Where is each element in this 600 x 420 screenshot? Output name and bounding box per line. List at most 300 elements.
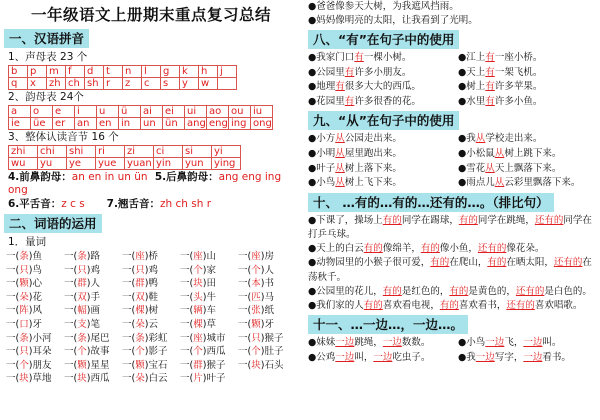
cong-text: 云彩里飘落下来。 — [504, 177, 581, 189]
zhengti-cell: ying — [212, 158, 241, 170]
measure-word-item — [64, 291, 122, 305]
measure-word: 双 — [77, 291, 87, 303]
measure-noun: )草地 — [28, 373, 52, 385]
qianbi-label: 4.前鼻韵母： — [8, 171, 72, 183]
measure-noun: )牙 — [28, 318, 42, 330]
zhengti-cell: shi — [67, 146, 96, 158]
measure-prefix: 一( — [6, 332, 20, 344]
cong-text: 天上飘落下来。 — [494, 162, 562, 174]
yibian-sentence — [308, 336, 458, 351]
measure-noun: )小河 — [28, 332, 52, 344]
houbi-label: 5.后鼻韵母： — [154, 171, 219, 183]
page-title: 一年级语文上册期末重点复习总结 — [30, 6, 271, 24]
measure-word-item — [238, 277, 296, 291]
shengmu-table — [8, 65, 237, 90]
you-text: 许多苹果。 — [494, 81, 543, 93]
cong-text: 树上跳下来。 — [504, 147, 562, 159]
section-yibian-heading: 十一、…一边…，一边…。 — [308, 315, 468, 334]
you-sentence — [308, 66, 458, 81]
shengmu-cell: w — [199, 78, 218, 90]
measure-word-item — [6, 318, 64, 332]
you-text: ●花园里 — [308, 95, 345, 107]
cong-sentence — [458, 132, 598, 147]
you-text: ●公园里 — [308, 66, 345, 78]
youde-text: 在荡秋千。 — [308, 257, 592, 283]
measure-word-item — [122, 277, 180, 291]
measure-prefix: 一( — [180, 305, 194, 317]
shengmu-label: 1、声母表 23 个 — [8, 51, 88, 63]
cong-keyword: 从 — [475, 133, 486, 145]
measure-word: 个 — [19, 359, 29, 371]
measure-word: 只 — [19, 346, 29, 358]
shengmu-cell: j — [218, 66, 237, 78]
measure-word: 座 — [193, 251, 203, 262]
shengmu-cell: f — [66, 66, 85, 78]
youde-text: ●天上的白云 — [308, 243, 364, 255]
measure-word-item — [64, 359, 122, 373]
youde-text: 同学在打乒乓球。 — [308, 214, 592, 240]
measure-word: 颗 — [251, 318, 261, 330]
measure-word-item — [180, 359, 238, 373]
you-keyword: 有 — [344, 95, 355, 107]
measure-word-item — [6, 304, 64, 318]
measure-word-item — [6, 250, 64, 264]
shengmu-cell: b — [9, 66, 28, 78]
yunmu-cell: i — [75, 106, 97, 118]
measure-prefix: 一( — [6, 346, 20, 358]
measure-word-item — [180, 304, 238, 318]
measure-word: 块 — [193, 278, 203, 290]
yunmu-cell: a — [9, 106, 31, 118]
measure-prefix: 一( — [180, 373, 194, 385]
shengmu-row — [9, 78, 237, 90]
measure-noun: )牙 — [260, 318, 274, 330]
shengmu-cell: t — [104, 66, 123, 78]
you-sentence — [458, 80, 598, 95]
measure-word-item — [180, 345, 238, 359]
you-text: 一架飞机。 — [494, 66, 543, 78]
youde-keyword: 有的 — [363, 243, 383, 255]
measure-word-item — [238, 332, 296, 346]
shengmu-cell: ch — [66, 78, 85, 90]
yibian-keyword: 一边 — [335, 351, 355, 363]
measure-word-item — [64, 318, 122, 332]
yunmu-cell: un — [141, 118, 163, 130]
measure-word-item — [122, 372, 180, 386]
measure-word: 颗 — [77, 359, 87, 371]
she-yin-line — [8, 198, 302, 211]
measure-noun: )故事 — [86, 346, 110, 358]
youde-text: 同学在跳绳， — [477, 214, 535, 226]
measure-prefix: 一( — [122, 291, 136, 303]
zhengti-row — [9, 146, 241, 158]
cong-text: ●小方 — [308, 133, 336, 145]
measure-word-item — [238, 359, 296, 373]
youde-text: 喜欢看书， — [458, 299, 507, 311]
measure-prefix: 一( — [122, 251, 136, 262]
yunmu-cell: ou — [229, 106, 251, 118]
you-text: 一棵小树。 — [363, 52, 412, 63]
measure-prefix: 一( — [64, 305, 78, 317]
measure-word: 个 — [135, 346, 145, 358]
measure-noun: )马 — [260, 291, 274, 303]
measure-word: 张 — [251, 305, 261, 317]
zhengti-cell: yi — [212, 146, 241, 158]
measure-word: 匹 — [251, 291, 261, 303]
youde-text: 同学在踢球， — [401, 214, 459, 226]
measure-word-item — [64, 345, 122, 359]
measure-word: 座 — [251, 251, 261, 262]
measure-word-item — [238, 291, 296, 305]
measure-noun: )树 — [144, 305, 158, 317]
you-keyword: 有 — [485, 95, 495, 107]
measure-word-item — [122, 318, 180, 332]
measure-word: 颗 — [19, 278, 29, 290]
pingshe-label: 6.平舌音： — [8, 198, 62, 210]
yibian-sentence — [458, 351, 598, 366]
youde-keyword: 还有的 — [553, 257, 583, 269]
top-line: ●爸爸像参天大树，为我遮风挡雨。 — [308, 1, 459, 12]
measure-word-item — [122, 291, 180, 305]
yibian-keyword: 一边 — [475, 351, 495, 363]
measure-word-item — [238, 250, 296, 264]
measure-prefix: 一( — [6, 264, 20, 276]
you-text: 许多很香的花。 — [354, 95, 421, 107]
section-words-heading: 二、词语的运用 — [4, 214, 102, 233]
measure-word: 头 — [193, 291, 203, 303]
shengmu-cell: p — [28, 66, 47, 78]
measure-prefix: 一( — [180, 318, 194, 330]
youde-keyword: 有的 — [382, 214, 402, 226]
yunmu-cell: ün — [163, 118, 185, 130]
measure-prefix: 一( — [180, 332, 194, 344]
measure-word: 条 — [19, 251, 29, 262]
youde-text: 是黄色的， — [468, 285, 516, 297]
shengmu-cell: y — [180, 78, 199, 90]
youde-keyword: 有的 — [363, 299, 383, 311]
shengmu-cell: g — [161, 66, 180, 78]
measure-word-item — [180, 332, 238, 346]
measure-word: 个 — [193, 346, 203, 358]
measure-prefix: 一( — [122, 318, 136, 330]
measure-word: 群 — [193, 359, 203, 371]
youde-keyword: 有的 — [430, 257, 450, 269]
cong-text: ●小明 — [308, 147, 336, 159]
shengmu-cell: l — [142, 66, 161, 78]
measure-noun: )人 — [260, 264, 274, 276]
cong-keyword: 从 — [335, 133, 345, 145]
top-line: ●妈妈像明亮的太阳，让我看到了光明。 — [308, 15, 478, 26]
measure-prefix: 一( — [64, 278, 78, 290]
youde-paragraph — [308, 214, 596, 242]
measure-word-item — [64, 250, 122, 264]
yibian-text: 跳绳， — [354, 337, 383, 349]
yibian-keyword: 一边 — [523, 351, 543, 363]
measure-prefix: 一( — [6, 305, 20, 317]
measure-noun: )鸭 — [144, 278, 158, 290]
yunmu-row — [9, 106, 273, 118]
measure-noun: )肚子 — [260, 346, 284, 358]
yibian-text: ●妹妹 — [308, 337, 336, 349]
section-cong-heading: 九、“从”在句子中的使用 — [308, 111, 459, 130]
zhengti-cell: ci — [154, 146, 183, 158]
yibian-sentence — [458, 336, 598, 351]
measure-prefix: 一( — [64, 346, 78, 358]
yibian-text: ●小鸟 — [458, 337, 486, 349]
you-text: 很多大大的西瓜。 — [344, 81, 421, 93]
measure-word-item — [122, 332, 180, 346]
measure-noun: )桥 — [144, 251, 158, 262]
measure-noun: )鱼 — [28, 251, 42, 262]
measure-word: 朵 — [135, 373, 145, 385]
measure-word: 条 — [135, 332, 145, 344]
measure-word-item — [122, 250, 180, 264]
yunmu-cell: eng — [207, 118, 229, 130]
measure-word-item — [6, 291, 64, 305]
cong-text: 公园走出来。 — [344, 133, 402, 145]
measure-noun: )牛 — [202, 291, 216, 303]
measure-word: 个 — [251, 346, 261, 358]
measure-word-item — [122, 359, 180, 373]
measure-word: 阵 — [19, 305, 29, 317]
measure-word: 个 — [251, 264, 261, 276]
measure-word-item — [6, 264, 64, 278]
youde-text: ●下课了，操场上 — [308, 214, 383, 226]
measure-word-item — [180, 372, 238, 386]
measure-noun: )心 — [28, 278, 42, 290]
youde-keyword: 有的 — [420, 243, 440, 255]
measure-word: 群 — [135, 278, 145, 290]
measure-noun: )云 — [144, 318, 158, 330]
shengmu-cell: m — [47, 66, 66, 78]
cong-text: ●小松鼠 — [458, 147, 495, 159]
youde-text: 是白色的。 — [544, 285, 592, 297]
youde-keyword: 有的 — [439, 299, 459, 311]
measure-prefix: 一( — [238, 318, 252, 330]
measure-noun: )鸡 — [144, 264, 158, 276]
yunmu-cell: an — [75, 118, 97, 130]
measure-noun: )田 — [202, 278, 216, 290]
measure-word: 支 — [77, 318, 87, 330]
yibian-sentences — [304, 336, 600, 365]
youde-paragraph — [308, 299, 596, 313]
measure-prefix: 一( — [238, 264, 252, 276]
cong-text: ●我 — [458, 133, 476, 145]
measure-prefix: 一( — [122, 346, 136, 358]
shengmu-cell: c — [142, 78, 161, 90]
measure-word: 块 — [251, 359, 261, 371]
measure-word-item — [180, 250, 238, 264]
cong-sentence — [458, 176, 598, 191]
measure-prefix: 一( — [180, 291, 194, 303]
yunmu-row — [9, 118, 273, 130]
cong-sentence — [458, 162, 598, 177]
yibian-keyword: 一边 — [485, 337, 505, 349]
measure-word: 口 — [19, 318, 29, 330]
youde-keyword: 还有的 — [477, 243, 507, 255]
measure-noun: )草 — [202, 318, 216, 330]
you-text: ●天上 — [458, 66, 486, 78]
yunmu-cell: ang — [185, 118, 207, 130]
youde-text: ●我们家的人 — [308, 299, 364, 311]
yibian-keyword: 一边 — [335, 337, 355, 349]
yunmu-cell: ü — [119, 106, 141, 118]
shengmu-cell: d — [85, 66, 104, 78]
measure-word: 条 — [19, 332, 29, 344]
measure-word: 个 — [193, 264, 203, 276]
youde-paragraphs — [304, 214, 600, 313]
yunmu-cell: er — [53, 118, 75, 130]
measure-prefix: 一( — [6, 278, 20, 290]
liangci-label: 1．量词 — [8, 236, 47, 248]
youde-keyword: 有的 — [449, 285, 469, 297]
yibian-text: ●公鸡 — [308, 351, 336, 363]
measure-word-item — [6, 332, 64, 346]
zhengti-cell: si — [183, 146, 212, 158]
shengmu-cell: zh — [47, 78, 66, 90]
shengmu-cell: s — [161, 78, 180, 90]
measure-noun: )西瓜 — [86, 373, 110, 385]
houbi-value: ang eng ing ong — [8, 171, 282, 196]
yunmu-cell: u — [97, 106, 119, 118]
yibian-text: 看书。 — [542, 351, 571, 363]
youde-paragraph — [308, 242, 596, 256]
measure-word: 块 — [77, 373, 87, 385]
measure-prefix: 一( — [238, 291, 252, 303]
you-text: ●我家门口 — [308, 52, 355, 63]
measure-noun: )白云 — [144, 373, 168, 385]
measure-noun: )鸟 — [28, 264, 42, 276]
measure-word-item — [6, 277, 64, 291]
yunmu-cell: o — [31, 106, 53, 118]
measure-word: 只 — [135, 264, 145, 276]
you-keyword: 有 — [485, 52, 495, 63]
yunmu-cell: in — [119, 118, 141, 130]
qiaoshe-value: zh ch sh r — [159, 198, 212, 210]
yunmu-table — [8, 105, 273, 130]
measure-word-item — [238, 264, 296, 278]
right-column — [304, 0, 600, 420]
shengmu-cell: n — [123, 66, 142, 78]
measure-noun: )鞋 — [144, 291, 158, 303]
measure-prefix: 一( — [64, 291, 78, 303]
measure-noun: )房 — [260, 251, 274, 262]
youde-text: 喜欢看电视， — [382, 299, 440, 311]
measure-prefix: 一( — [238, 332, 252, 344]
yibian-text: 叫。 — [542, 337, 562, 349]
you-keyword: 有 — [335, 81, 345, 93]
yibian-keyword: 一边 — [523, 337, 543, 349]
measure-word: 棵 — [193, 318, 203, 330]
shengmu-row — [9, 66, 237, 78]
youde-text: ●动物园里的小猴子很可爱， — [308, 257, 431, 269]
measure-prefix: 一( — [6, 251, 20, 262]
youde-text: 像小鱼， — [439, 243, 478, 255]
cong-text: ●小鸟 — [308, 177, 336, 189]
measure-word-item — [180, 264, 238, 278]
measure-prefix: 一( — [122, 278, 136, 290]
measure-noun: )家 — [202, 264, 216, 276]
measure-word-item — [6, 372, 64, 386]
measure-word-item — [238, 304, 296, 318]
measure-prefix: 一( — [64, 359, 78, 371]
youde-paragraph — [308, 256, 596, 284]
cong-text: 树上飞下来。 — [344, 177, 402, 189]
measure-prefix: 一( — [180, 264, 194, 276]
measure-prefix: 一( — [180, 346, 194, 358]
cong-keyword: 从 — [494, 147, 505, 159]
yibian-row — [308, 351, 600, 366]
youde-keyword: 还有的 — [534, 214, 564, 226]
zhengti-cell: ri — [96, 146, 125, 158]
measure-word: 座 — [135, 251, 145, 262]
zhengti-cell: chi — [38, 146, 67, 158]
measure-noun: )彩虹 — [144, 332, 168, 344]
measure-word: 幅 — [77, 305, 87, 317]
measure-prefix: 一( — [64, 318, 78, 330]
shengmu-cell — [218, 78, 237, 90]
measure-prefix: 一( — [64, 264, 78, 276]
measure-prefix: 一( — [122, 332, 136, 344]
measure-word-grid — [6, 250, 302, 386]
cong-text: 学校走出来。 — [485, 133, 543, 145]
you-text: 许多小鱼。 — [494, 95, 543, 107]
measure-word-item — [122, 345, 180, 359]
measure-prefix: 一( — [238, 359, 252, 371]
cong-text: 屋里跑出来。 — [344, 147, 402, 159]
zhengti-cell: zhi — [9, 146, 38, 158]
measure-word-item — [64, 372, 122, 386]
youde-keyword: 还有的 — [506, 299, 535, 311]
you-sentences — [308, 51, 600, 109]
you-sentence — [308, 80, 458, 95]
measure-noun: )耳朵 — [28, 346, 52, 358]
you-sentence — [458, 66, 598, 81]
yunmu-cell: en — [97, 118, 119, 130]
measure-word: 片 — [193, 373, 203, 385]
yunmu-cell: ao — [207, 106, 229, 118]
youde-keyword: 有的 — [458, 214, 478, 226]
you-text: 许多小朋友。 — [354, 66, 412, 78]
measure-noun: )尾巴 — [86, 332, 110, 344]
measure-noun: )风 — [28, 305, 42, 317]
shengmu-cell: r — [104, 78, 123, 90]
you-sentence — [458, 51, 598, 66]
cong-text: ●雪花 — [458, 162, 486, 174]
yibian-text: 吃虫子。 — [392, 351, 431, 363]
yunmu-cell: ong — [251, 118, 273, 130]
measure-prefix: 一( — [238, 305, 252, 317]
yunmu-cell: ui — [185, 106, 207, 118]
measure-noun: )纸 — [260, 305, 274, 317]
you-text: ●树上 — [458, 81, 486, 93]
measure-word: 本 — [251, 278, 261, 290]
zhengti-cell: wu — [9, 158, 38, 170]
measure-noun: )笔 — [86, 318, 100, 330]
measure-word-item — [64, 277, 122, 291]
measure-noun: )猴子 — [202, 359, 226, 371]
yunmu-cell: ie — [9, 118, 31, 130]
shengmu-cell: x — [28, 78, 47, 90]
measure-word: 辆 — [193, 305, 203, 317]
yibian-row — [308, 336, 600, 351]
measure-prefix: 一( — [64, 332, 78, 344]
measure-prefix: 一( — [122, 373, 136, 385]
zhengti-label: 3、整体认读音节 16 个 — [8, 131, 119, 143]
bi-yunmu-line — [8, 171, 302, 197]
qianbi-value: an en in un ün — [71, 171, 148, 183]
youde-keyword: 有的 — [487, 257, 507, 269]
